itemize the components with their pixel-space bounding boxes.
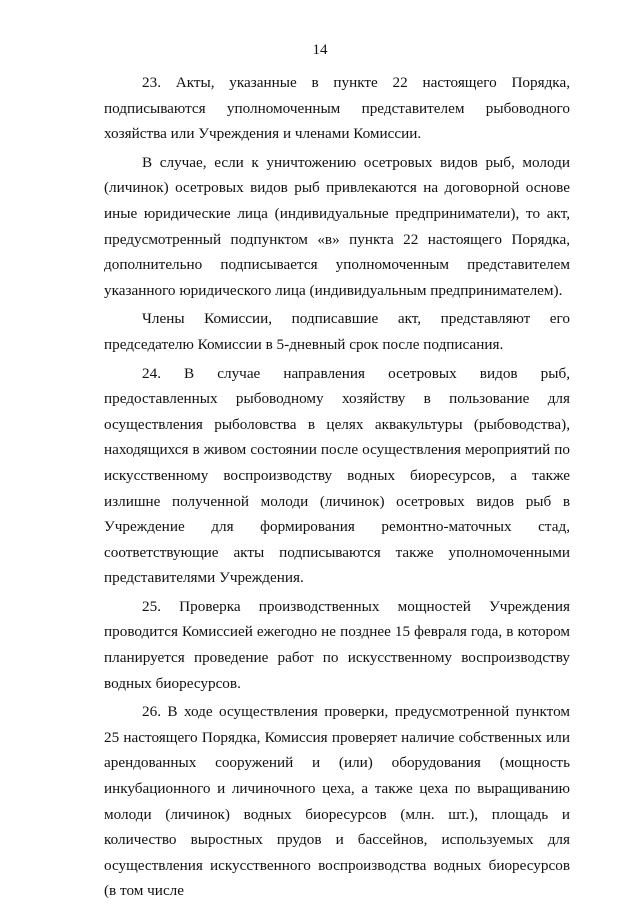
- paragraph-23-case: В случае, если к уничтожению осетровых видов рыб, молоди (личинок) осетровых видов рыб привлекаются на договорной основе иные юридические лица (индивидуальные предприниматели), то акт, предусмотренный подпунктом «в» пункта 22 настоящего Порядка, дополнительно подписывается уполномоченным представителем указанного юридического лица (индивидуальным предпринимателем).: [104, 153, 570, 299]
- paragraph-25: 25. Проверка производственных мощностей Учреждения проводится Комиссией ежегодно не позднее 15 февраля года, в котором планируется проведение работ по искусственному воспроизводству водных биоресурсов.: [104, 597, 570, 692]
- document-body: [104, 70, 570, 904]
- paragraph-23: 23. Акты, указанные в пункте 22 настоящего Порядка, подписываются уполномоченным представителем рыбоводного хозяйства или Учреждения и членами Комиссии.: [104, 74, 570, 143]
- paragraph-23-members: Члены Комиссии, подписавшие акт, представляют его председателю Комиссии в 5-дневный срок после подписания.: [104, 310, 570, 353]
- paragraph-26: 26. В ходе осуществления проверки, предусмотренной пунктом 25 настоящего Порядка, Комиссия проверяет наличие собственных или арендованных сооружений и (или) оборудования (мощность инкубационного и личиночного цеха, а также цеха по выращиванию молоди (личинок) водных биоресурсов (млн. шт.), площадь и количество выростных прудов и бассейнов, используемых для осуществления искусственного воспроизводства водных биоресурсов (в том числе: [104, 703, 570, 900]
- page-number: 14: [312, 42, 328, 58]
- paragraph-24: 24. В случае направления осетровых видов рыб, предоставленных рыбоводному хозяйству в пользование для осуществления рыболовства в целях аквакультуры (рыбоводства), находящихся в живом состоянии после осуществления мероприятий по искусственному воспроизводству водных биоресурсов, а также излишне полученной молоди (личинок) осетровых видов рыб в Учреждение для формирования ремонтно-маточных стад, соответствующие акты подписываются также уполномоченными представителями Учреждения.: [104, 364, 570, 587]
